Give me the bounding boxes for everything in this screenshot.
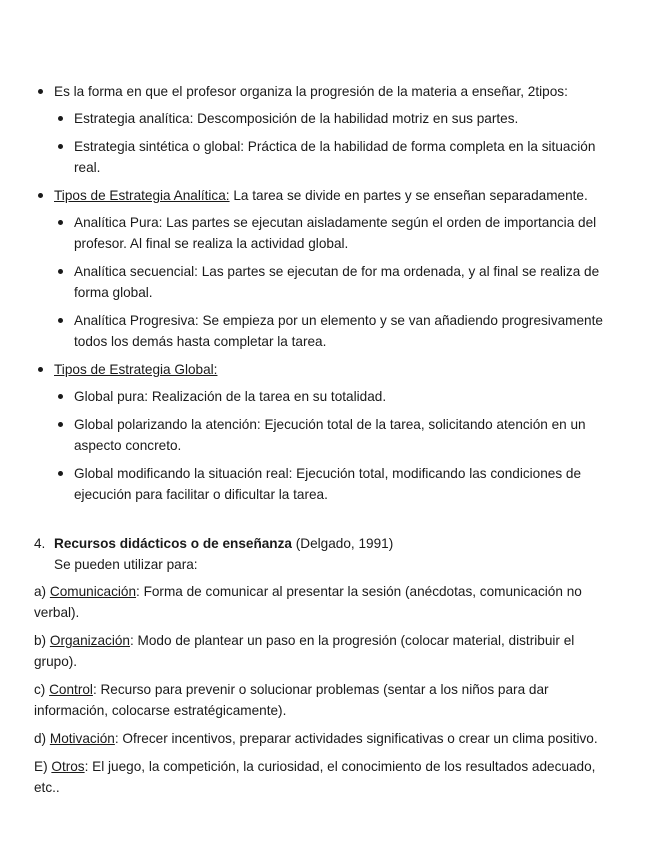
- resource-item-others: E) Otros: El juego, la competición, la curiosidad, el conocimiento de los resultados adecuado, etc..: [34, 759, 596, 795]
- resource-term: Organización: [49, 633, 130, 648]
- strategies-list: [34, 81, 615, 505]
- analytic-text: La tarea se divide en partes y se enseñan separadamente.: [229, 188, 588, 203]
- list-item: Analítica Pura: Las partes se ejecutan aisladamente según el orden de importancia del profesor. Al final se realiza la actividad global.: [54, 212, 615, 254]
- resources-list: [34, 581, 615, 805]
- list-item-intro: [34, 81, 615, 178]
- list-item: Analítica secuencial: Las partes se ejecutan de for ma ordenada, y al final se realiza de forma global.: [54, 261, 615, 303]
- global-sublist: [54, 386, 615, 505]
- list-item: Global polarizando la atención: Ejecución total de la tarea, solicitando atención en un aspecto concreto.: [54, 414, 615, 456]
- section-4: [34, 533, 615, 575]
- resource-item-control: c) Control: Recurso para prevenir o solucionar problemas (sentar a los niños para dar información, colocarse estratégicamente).: [34, 682, 549, 718]
- strategies-section: [34, 81, 615, 512]
- resource-term: Otros: [51, 759, 85, 774]
- list-item-analytic: [34, 185, 615, 352]
- resource-term: Comunicación: [49, 584, 137, 599]
- section-citation: (Delgado, 1991): [291, 536, 394, 551]
- list-item: Global modificando la situación real: Ejecución total, modificando las condiciones de ejecución para facilitar o dificultar la tarea.: [54, 463, 615, 505]
- resource-term: Control: [49, 682, 93, 697]
- analytic-label: Tipos de Estrategia Analítica:: [54, 188, 230, 203]
- list-item-global: [34, 359, 615, 505]
- resource-term: Motivación: [49, 731, 115, 746]
- resource-item-motivation: d) Motivación: Ofrecer incentivos, preparar actividades significativas o crear un clima positivo.: [34, 731, 598, 746]
- list-item: Estrategia sintética o global: Práctica de la habilidad de forma completa en la situación real.: [54, 136, 615, 178]
- list-item: Global pura: Realización de la tarea en su totalidad.: [54, 386, 615, 407]
- intro-sublist: [54, 108, 615, 178]
- resource-item-organization: b) Organización: Modo de plantear un paso en la progresión (colocar material, distribuir el grupo).: [34, 633, 575, 669]
- analytic-sublist: [54, 212, 615, 352]
- resource-item-communication: a) Comunicación: Forma de comunicar al presentar la sesión (anécdotas, comunicación no verbal).: [34, 584, 582, 620]
- intro-text: Es la forma en que el profesor organiza la progresión de la materia a enseñar, 2tipos:: [54, 84, 568, 99]
- section-title: Recursos didácticos o de enseñanza: [54, 536, 292, 551]
- list-item: Estrategia analítica: Descomposición de la habilidad motriz en sus partes.: [54, 108, 615, 129]
- list-item: Analítica Progresiva: Se empieza por un elemento y se van añadiendo progresivamente todos los demás hasta completar la tarea.: [54, 310, 615, 352]
- global-label: Tipos de Estrategia Global:: [54, 362, 218, 377]
- section-4-heading: [34, 533, 615, 575]
- section-subtitle: Se pueden utilizar para:: [54, 557, 198, 572]
- section-number: 4.: [34, 536, 46, 551]
